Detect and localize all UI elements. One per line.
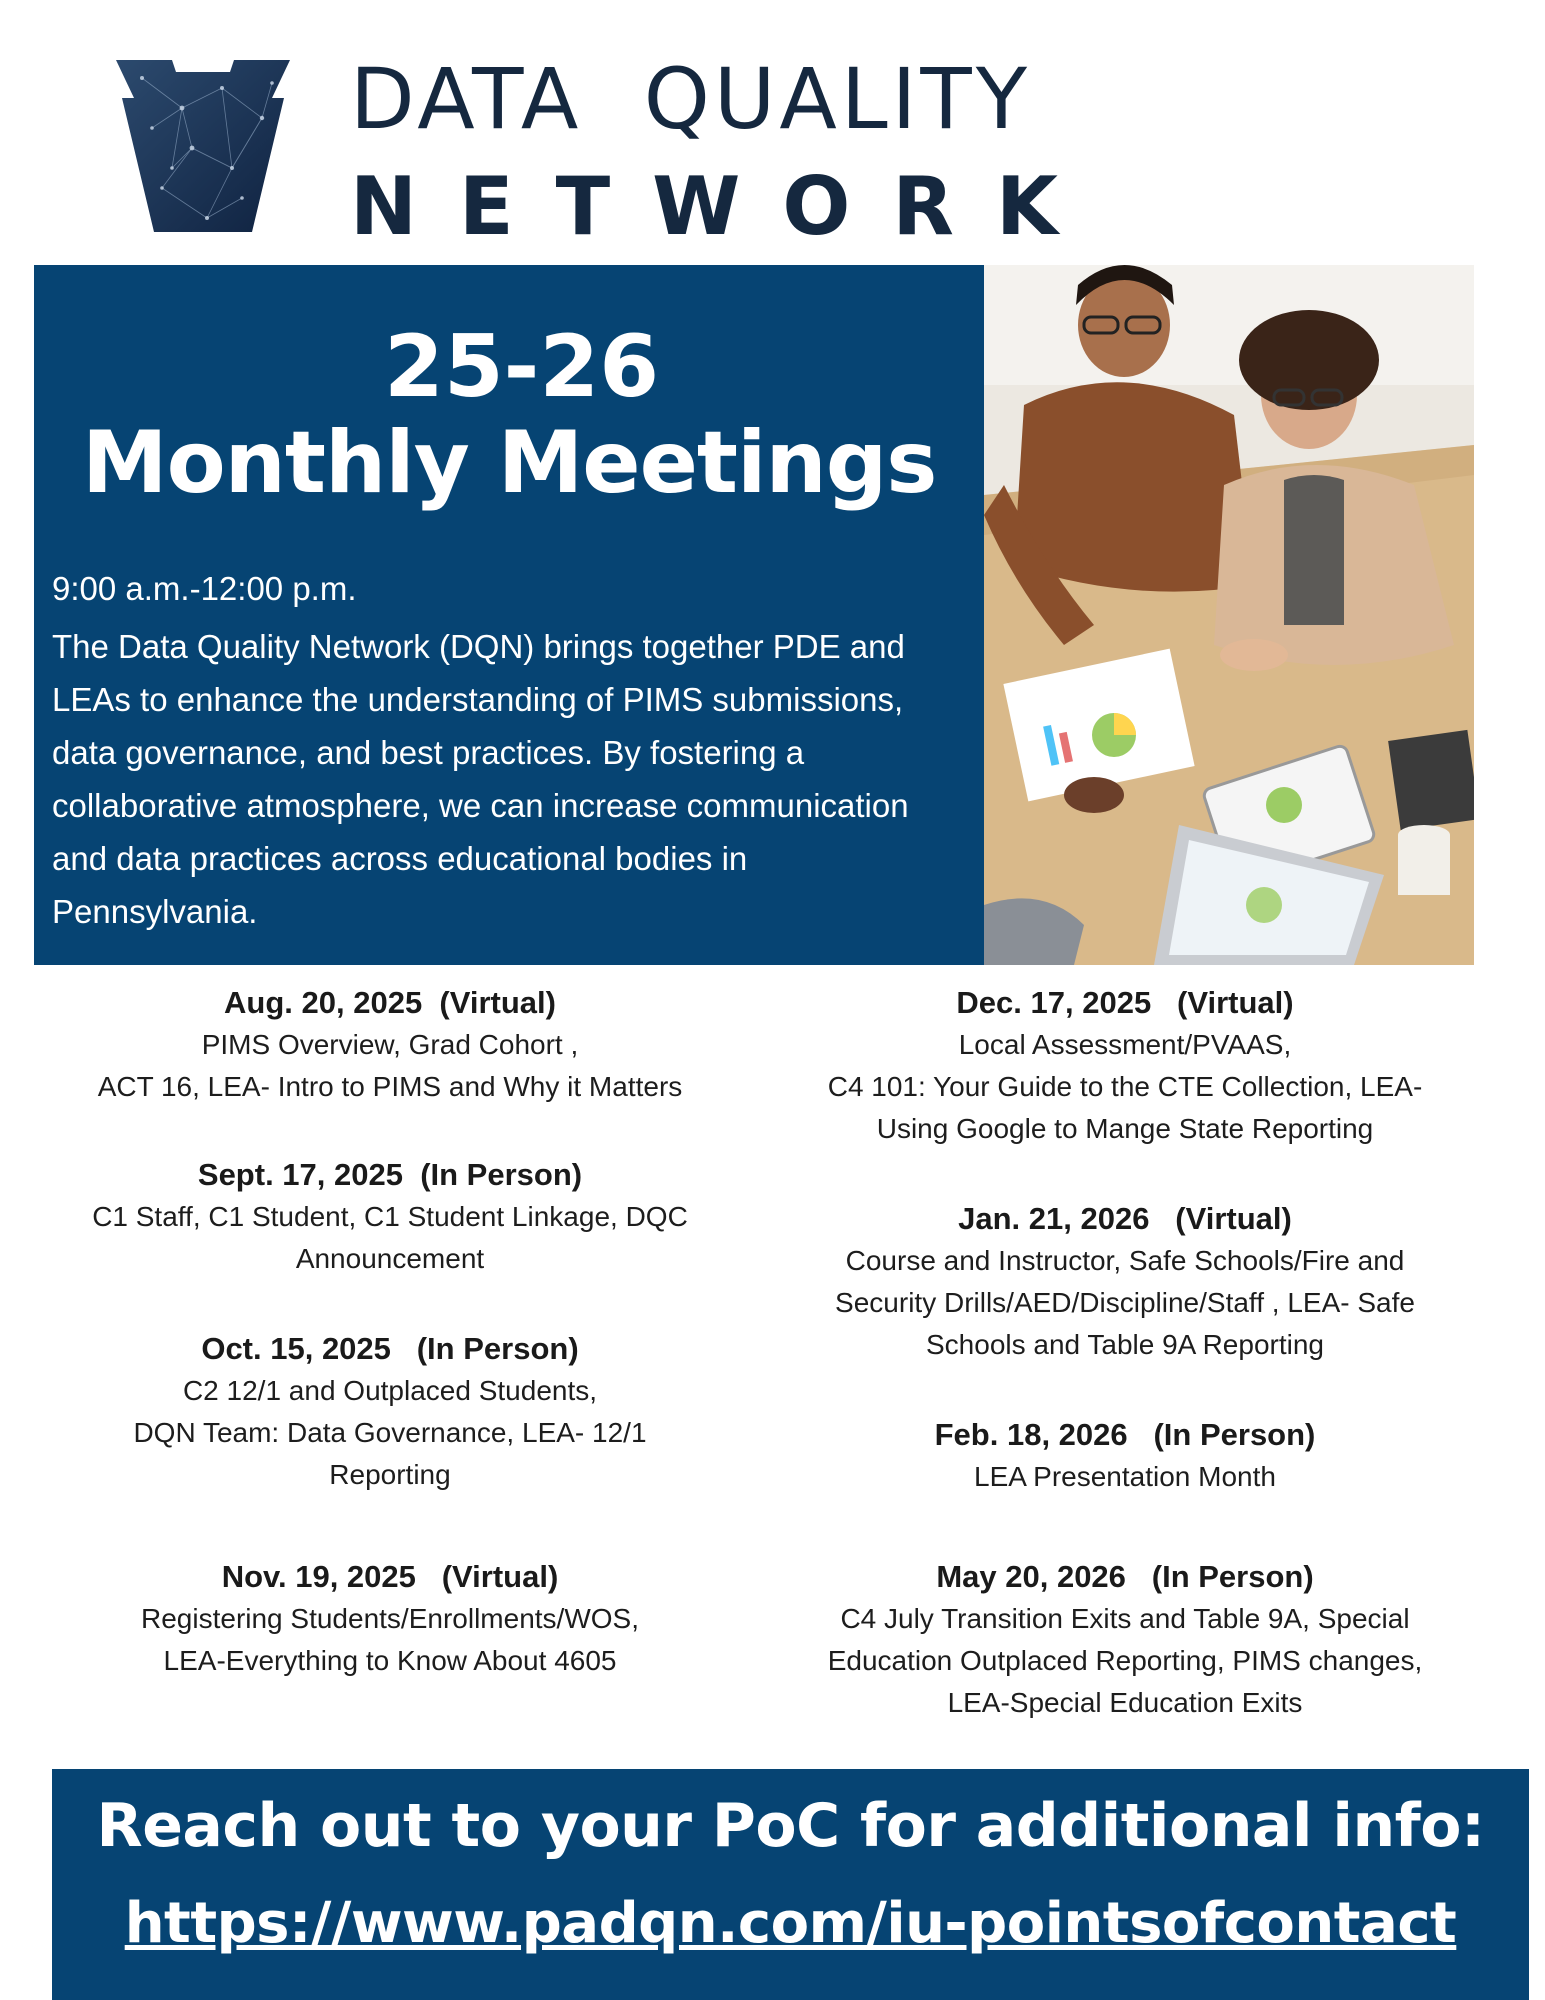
meeting-topics: C4 July Transition Exits and Table 9A, Special Education Outplaced Reporting, PIMS changes, LEA-Special Education Exits [827,1603,1423,1718]
meeting-entry [770,1198,1480,1366]
meeting-topics: C2 12/1 and Outplaced Students, DQN Team: Data Governance, LEA- 12/1 Reporting [133,1375,647,1490]
meeting-entry [40,1154,740,1280]
meeting-time: 9:00 a.m.-12:00 p.m. [52,570,357,607]
meeting-date: Dec. 17, 2025 (Virtual) [956,985,1294,1020]
meeting-date: Jan. 21, 2026 (Virtual) [958,1201,1292,1236]
meeting-topics: Course and Instructor, Safe Schools/Fire and Security Drills/AED/Discipline/Staff , LEA- Safe Schools and Table 9A Reporting [835,1245,1415,1360]
meeting-entry [40,1328,740,1496]
points-of-contact-link[interactable]: https://www.padqn.com/iu-pointsofcontact [124,1891,1457,1956]
meeting-date: Sept. 17, 2025 (In Person) [197,1157,583,1192]
meeting-entry [770,1414,1480,1498]
meeting-topics: PIMS Overview, Grad Cohort , ACT 16, LEA- Intro to PIMS and Why it Matters [97,1029,683,1102]
meeting-entry [40,982,740,1108]
hero-banner [34,265,984,965]
hero-title: Monthly Meetings [82,413,937,513]
meeting-topics: LEA Presentation Month [974,1461,1276,1492]
meeting-entry [770,982,1480,1150]
contact-footer [52,1769,1529,2000]
meeting-entry [40,1556,740,1682]
hero-year: 25-26 [384,317,660,417]
meeting-entry [770,1556,1480,1724]
meeting-date: Aug. 20, 2025 (Virtual) [224,985,556,1020]
logo-text-network: NETWORK [350,160,1101,253]
team-meeting-photo [984,265,1474,965]
meeting-date: Feb. 18, 2026 (In Person) [934,1417,1316,1452]
logo-text-data-quality: DATA QUALITY [350,50,1032,148]
keystone-network-icon [112,58,294,234]
meeting-date: Oct. 15, 2025 (In Person) [201,1331,579,1366]
hero-description: The Data Quality Network (DQN) brings together PDE and LEAs to enhance the understanding of PIMS submissions, data governance, and best practices. By fostering a collaborative atmosphere, we can increase communication and data practices across educational bodies in Pennsylvania. [52,628,909,930]
meeting-topics: Local Assessment/PVAAS, C4 101: Your Guide to the CTE Collection, LEA- Using Google to Mange State Reporting [827,1029,1423,1144]
meeting-date: May 20, 2026 (In Person) [936,1559,1314,1594]
contact-heading: Reach out to your PoC for additional info: [96,1791,1485,1861]
meeting-topics: Registering Students/Enrollments/WOS, LEA-Everything to Know About 4605 [141,1603,639,1676]
meeting-date: Nov. 19, 2025 (Virtual) [221,1559,559,1594]
meeting-topics: C1 Staff, C1 Student, C1 Student Linkage, DQC Announcement [92,1201,688,1274]
